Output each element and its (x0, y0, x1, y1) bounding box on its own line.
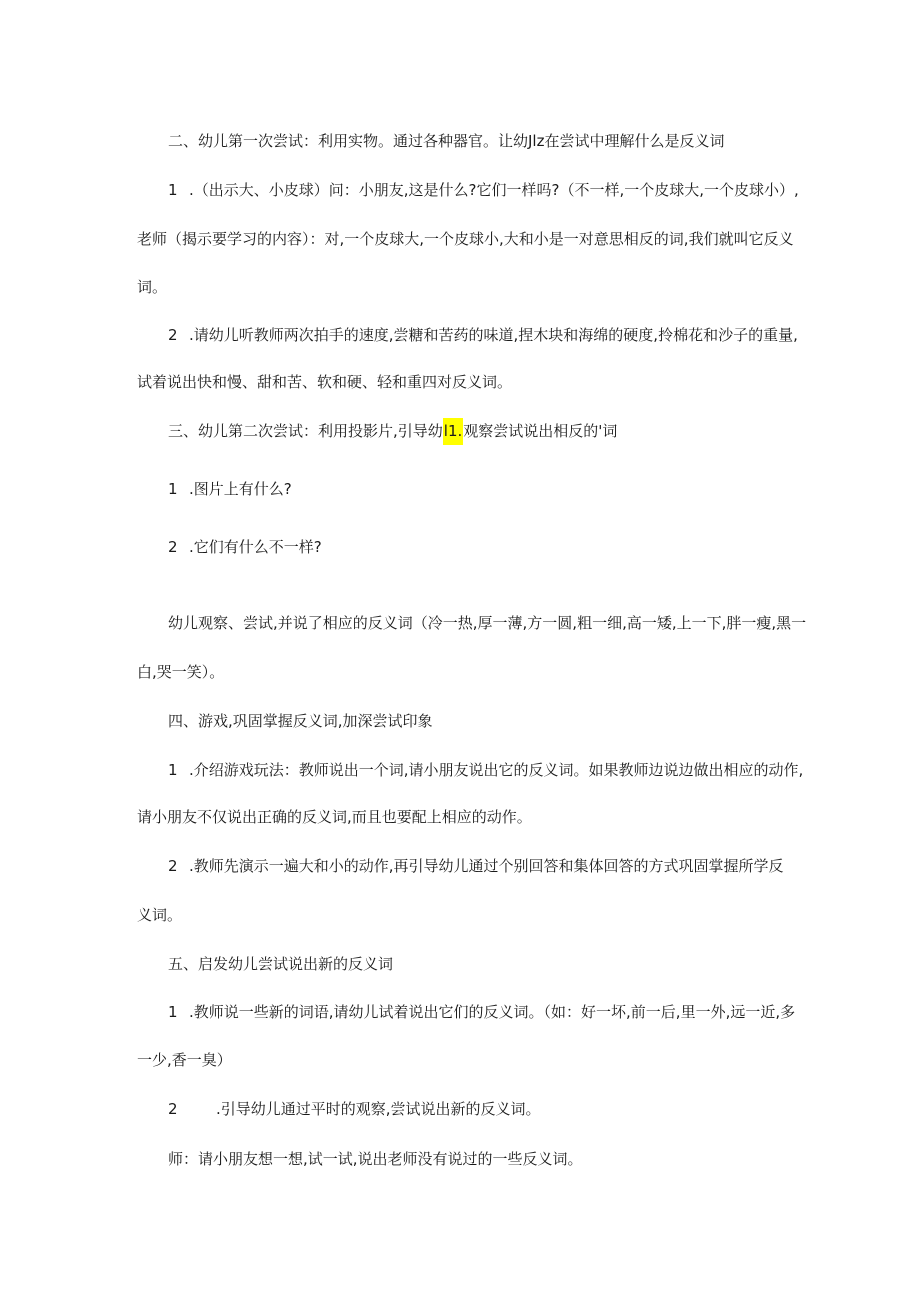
item-text: .引导幼儿通过平时的观察,尝试说出新的反义词。 (216, 1100, 541, 1118)
item-number: 2 (168, 326, 178, 344)
section-2-item-2-first-line (168, 326, 798, 344)
section-3-item-1 (168, 480, 292, 498)
section-2-item-1-line-3: 词。 (137, 278, 168, 296)
section-4-item-2-first-line (168, 857, 784, 875)
section-3-item-2 (168, 538, 322, 556)
section-4-item-1-first-line (168, 761, 803, 779)
highlighted-text: l1. (443, 418, 463, 445)
item-number: 1 (168, 1003, 178, 1021)
item-number: 2 (168, 1100, 178, 1118)
section-2-item-1-first-line (168, 181, 799, 199)
item-number: 2 (168, 857, 178, 875)
section-4-item-2-line-2: 义词。 (137, 906, 183, 924)
item-text: .图片上有什么? (189, 480, 292, 498)
heading-text-before: 三、幼儿第二次尝试：利用投影片,引导幼 (168, 422, 443, 440)
teacher-line: 师：请小朋友想一想,试一试,说出老师没有说过的一些反义词。 (168, 1150, 583, 1168)
item-text: .请幼儿听教师两次拍手的速度,尝糖和苦药的味道,捏木块和海绵的硬度,拎棉花和沙子的重量, (189, 326, 798, 344)
section-4-heading: 四、游戏,巩固掌握反义词,加深尝试印象 (168, 712, 433, 730)
item-number: 1 (168, 181, 178, 199)
heading-text-after: 观察尝试说出相反的'词 (463, 422, 618, 440)
item-number: 2 (168, 538, 178, 556)
section-3-heading (168, 422, 617, 440)
item-text: .介绍游戏玩法：教师说出一个词,请小朋友说出它的反义词。如果教师边说边做出相应的动作, (189, 761, 804, 779)
section-5-item-1-line-2: 一少,香一臭） (137, 1051, 232, 1069)
item-text: .教师先演示一遍大和小的动作,再引导幼儿通过个别回答和集体回答的方式巩固掌握所学反 (189, 857, 784, 875)
section-5-item-1-first-line (168, 1003, 795, 1021)
item-text: .它们有什么不一样? (189, 538, 322, 556)
item-number: 1 (168, 480, 178, 498)
section-2-item-2-line-2: 试着说出快和慢、甜和苦、软和硬、轻和重四对反义词。 (137, 373, 513, 391)
section-5-heading: 五、启发幼儿尝试说出新的反义词 (168, 955, 394, 973)
section-5-item-2 (168, 1100, 541, 1118)
section-2-heading: 二、幼儿第一次尝试：利用实物。通过各种器官。让幼Jlz在尝试中理解什么是反义词 (168, 132, 725, 150)
section-2-item-1-line-2: 老师（揭示要学习的内容）：对,一个皮球大,一个皮球小,大和小是一对意思相反的词,我们就叫它反义 (137, 230, 794, 248)
section-3-paragraph-line-1: 幼儿观察、尝试,并说了相应的反义词（冷一热,厚一薄,方一圆,粗一细,高一矮,上一下,胖一瘦,黑一 (168, 614, 807, 632)
section-3-paragraph-line-2: 白,哭一笑）。 (137, 663, 225, 681)
item-number: 1 (168, 761, 178, 779)
item-text: .（出示大、小皮球）问：小朋友,这是什么?它们一样吗?（不一样,一个皮球大,一个皮球小）, (189, 181, 799, 199)
section-4-item-1-line-2: 请小朋友不仅说出正确的反义词,而且也要配上相应的动作。 (137, 808, 532, 826)
item-text: .教师说一些新的词语,请幼儿试着说出它们的反义词。（如：好一坏,前一后,里一外,远一近,多 (189, 1003, 796, 1021)
